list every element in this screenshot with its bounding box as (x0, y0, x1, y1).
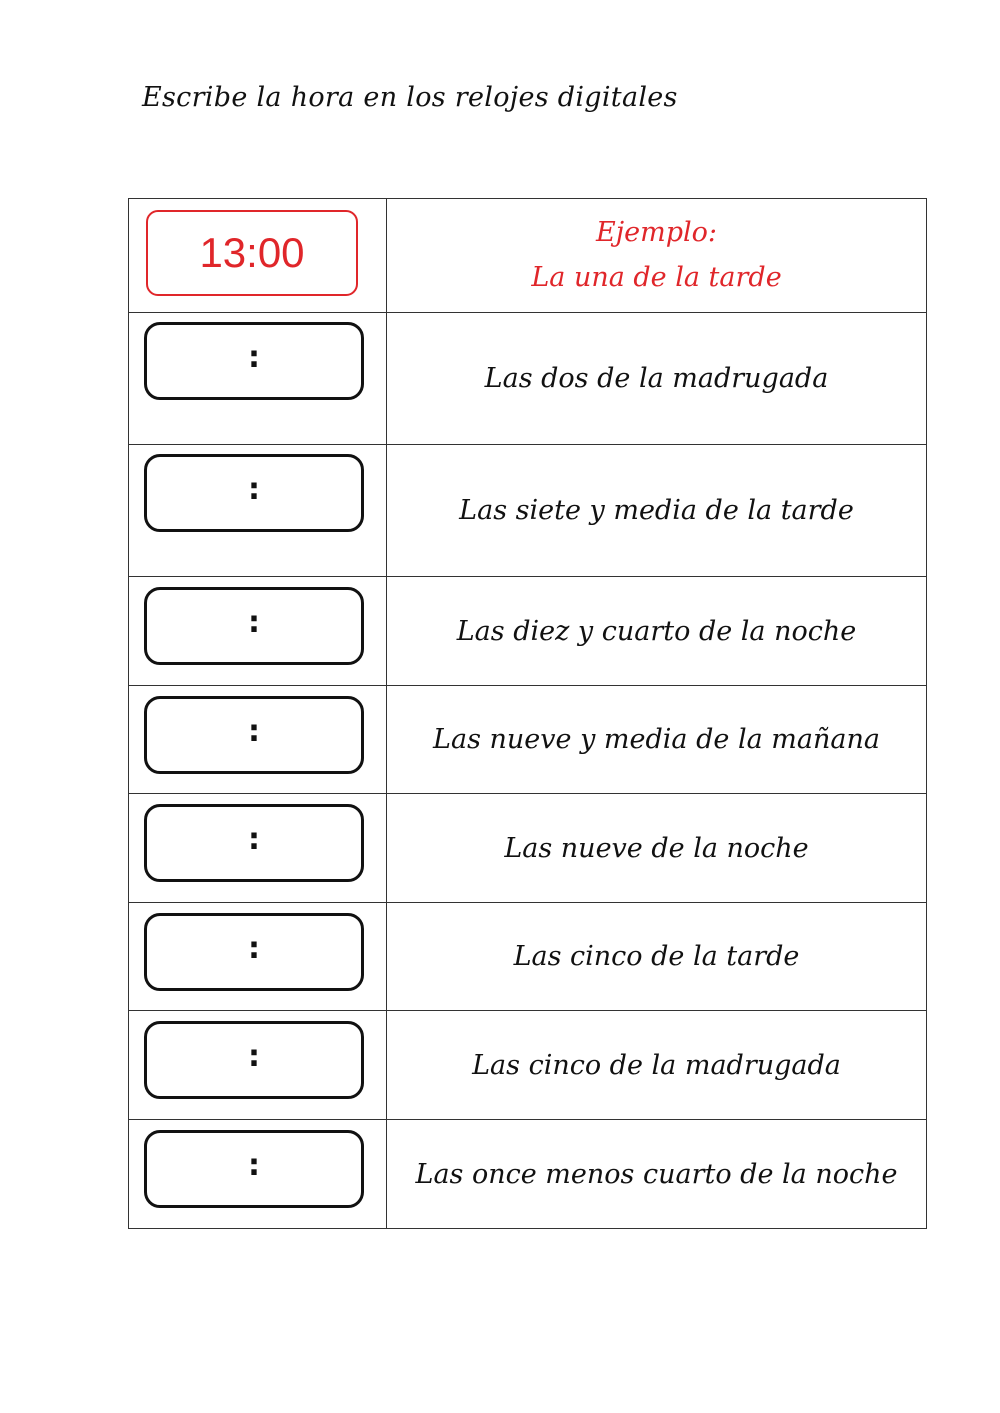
time-phrase-cell (387, 445, 927, 577)
time-phrase-cell (387, 1011, 927, 1120)
digital-clock-input[interactable] (144, 696, 364, 774)
time-phrase: Las nueve y media de la mañana (433, 724, 880, 755)
clock-colon: : (248, 340, 260, 375)
time-phrase-cell (387, 686, 927, 794)
clock-colon: : (248, 472, 260, 507)
time-phrase: Las diez y cuarto de la noche (456, 615, 857, 647)
table-row (129, 686, 927, 794)
time-phrase-cell (387, 903, 927, 1011)
table-row (129, 794, 927, 903)
instruction-title: Escribe la hora en los relojes digitales (142, 82, 678, 113)
table-row (129, 577, 927, 686)
clock-cell (129, 445, 387, 577)
example-clock-cell (129, 199, 387, 313)
clock-cell (129, 577, 387, 686)
clock-colon: : (248, 1039, 260, 1074)
digital-clock-input[interactable] (144, 804, 364, 882)
clock-colon: : (248, 605, 260, 640)
time-phrase-cell (387, 313, 927, 445)
clock-colon: : (248, 822, 260, 857)
table-row (129, 1011, 927, 1120)
time-phrase: Las dos de la madrugada (484, 363, 829, 394)
clock-cell (129, 686, 387, 794)
time-phrase: Las cinco de la madrugada (472, 1049, 841, 1081)
digital-clock-input[interactable] (144, 454, 364, 532)
time-phrase: Las nueve de la noche (504, 832, 809, 864)
table-row (129, 1120, 927, 1229)
clock-colon: : (248, 1148, 260, 1183)
time-phrase-cell (387, 1120, 927, 1229)
example-row (129, 199, 927, 313)
example-phrase: La una de la tarde (531, 261, 782, 293)
clock-colon: : (248, 714, 260, 749)
table-row (129, 445, 927, 577)
digital-clock-input[interactable] (144, 322, 364, 400)
table-row (129, 903, 927, 1011)
clock-cell (129, 903, 387, 1011)
table-row (129, 313, 927, 445)
example-text-cell (387, 199, 927, 313)
clock-cell (129, 1120, 387, 1229)
clock-cell (129, 794, 387, 903)
example-time: 13:00 (199, 229, 305, 276)
example-label: Ejemplo: (596, 216, 717, 248)
example-digital-clock (146, 210, 358, 296)
clock-colon: : (248, 931, 260, 966)
time-phrase: Las once menos cuarto de la noche (415, 1158, 898, 1190)
time-phrase-cell (387, 794, 927, 903)
digital-clock-input[interactable] (144, 913, 364, 991)
digital-clock-input[interactable] (144, 587, 364, 665)
time-phrase-cell (387, 577, 927, 686)
time-phrase: Las cinco de la tarde (513, 941, 800, 972)
digital-clock-input[interactable] (144, 1021, 364, 1099)
digital-clock-input[interactable] (144, 1130, 364, 1208)
clock-worksheet-table (128, 198, 927, 1229)
time-phrase: Las siete y media de la tarde (459, 495, 854, 526)
clock-cell (129, 313, 387, 445)
clock-cell (129, 1011, 387, 1120)
